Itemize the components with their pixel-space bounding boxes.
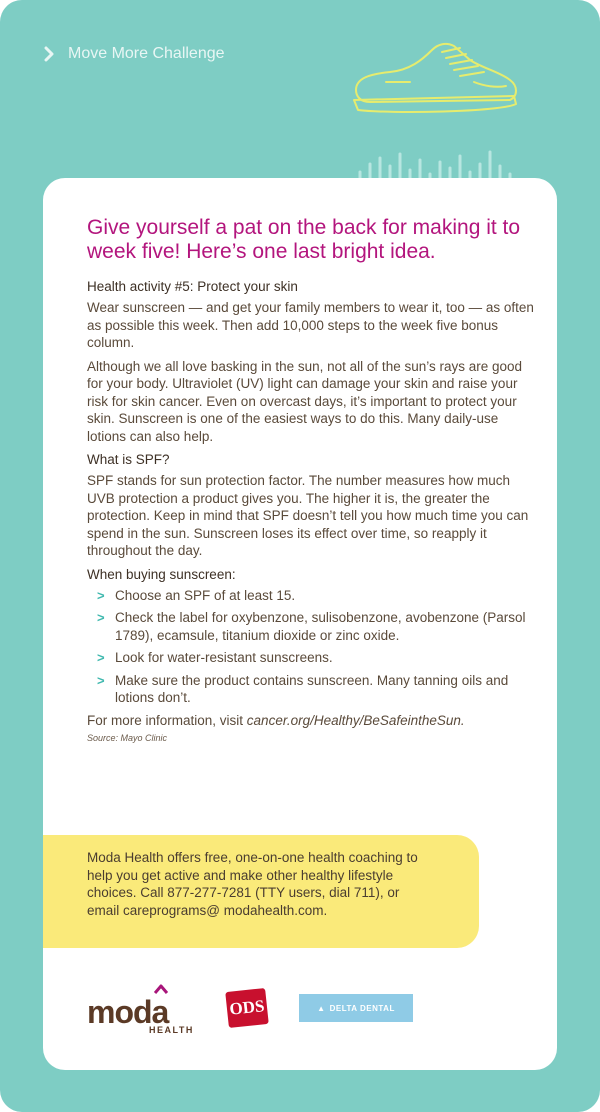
activity-title: Health activity #5: Protect your skin (87, 279, 298, 294)
content-card (43, 178, 557, 1070)
sneaker-illustration (350, 38, 522, 118)
delta-icon: ▲ (317, 1003, 326, 1013)
breadcrumb[interactable] (44, 45, 225, 63)
logo-row (87, 990, 427, 1040)
moda-health-logo (87, 990, 197, 1040)
bullet-arrow-icon: > (97, 587, 105, 603)
chevron-right-icon (44, 46, 54, 62)
bullet-arrow-icon: > (97, 610, 105, 625)
list-item: > Choose an SPF of at least 15. (97, 587, 296, 603)
intro-text: Although we all love basking in the sun, not all of the sun’s rays are good for your body. Ultraviolet (UV) light can damage your skin and raise your risk for skin cancer. Even on overcast days, it’s important to protect your skin. Sunscreen is one of the easiest ways to do this. Many daily-use lotions can also help. (87, 358, 523, 444)
coaching-callout (43, 835, 479, 948)
ods-logo: ODS (225, 988, 269, 1028)
moda-wordmark: moda (87, 994, 169, 1030)
activity-text: Wear sunscreen — and get your family members to wear it, too — as often as possible this week. Then add 10,000 steps to the week five bonus column. (87, 300, 534, 350)
card-content (87, 216, 537, 743)
headline: Give yourself a pat on the back for making it to week five! Here’s one last bright idea. (87, 216, 521, 263)
spf-title: What is SPF? (87, 452, 170, 467)
spf-text: SPF stands for sun protection factor. The number measures how much UVB protection a product gives you. The higher it is, the greater the protection. Keep in mind that SPF doesn’t tell you how much time you can spend in the sun. Sunscreen loses its effect over time, so reapply it throughout the day. (87, 473, 529, 558)
list-item: > Check the label for oxybenzone, sulisobenzone, avobenzone (Parsol 1789), ecamsule, titanium dioxide or zinc oxide. (97, 610, 526, 643)
source-note: Source: Mayo Clinic (87, 733, 168, 743)
more-info-link[interactable]: cancer.org/Healthy/BeSafeintheSun. (246, 712, 465, 728)
bullet-arrow-icon: > (97, 650, 105, 665)
list-item: > Look for water-resistant sunscreens. (97, 650, 333, 665)
bullet-arrow-icon: > (97, 672, 105, 688)
tips-list (87, 587, 537, 707)
more-info: For more information, visit cancer.org/Healthy/BeSafeintheSun. (87, 712, 465, 728)
buying-title: When buying sunscreen: (87, 566, 236, 582)
moda-health-label: HEALTH (149, 1025, 194, 1035)
delta-label: DELTA DENTAL (329, 1003, 395, 1013)
delta-dental-logo (299, 994, 413, 1022)
caret-icon (154, 984, 168, 994)
breadcrumb-label: Move More Challenge (68, 45, 225, 62)
list-item: > Make sure the product contains sunscreen. Many tanning oils and lotions don’t. (97, 672, 509, 705)
callout-text: Moda Health offers free, one-on-one health coaching to help you get active and make other healthy lifestyle choices. Call 877-277-7281 (TTY users, dial 711), or email careprograms@ modahealth.com. (87, 850, 418, 918)
